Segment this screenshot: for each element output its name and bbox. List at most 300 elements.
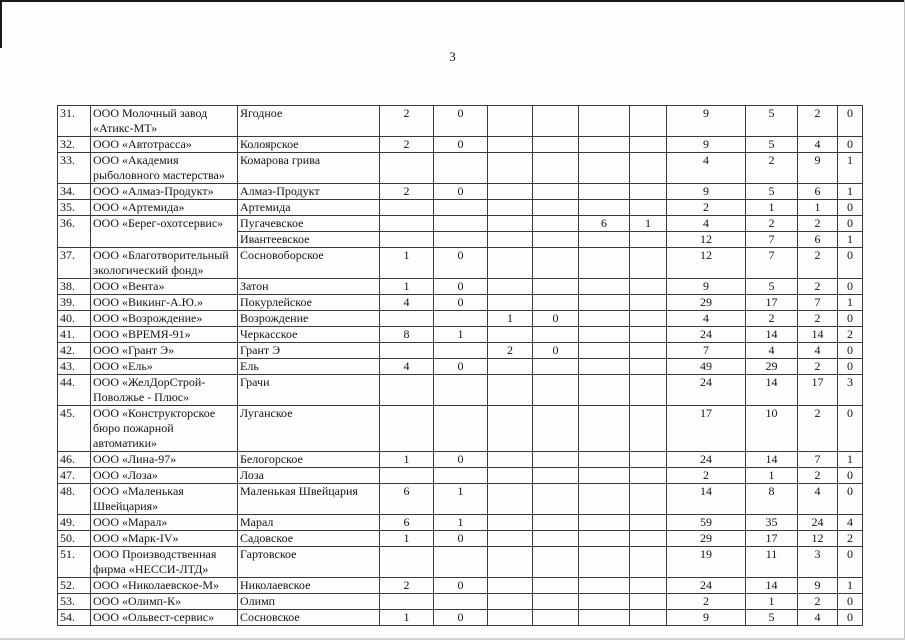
value-cell	[630, 343, 667, 359]
value-cell	[488, 153, 533, 184]
value-cell: 5	[746, 106, 798, 137]
location-cell: Возрождение	[238, 311, 380, 327]
company-name-cell: ООО «Возрождение»	[91, 311, 238, 327]
value-cell: 1	[798, 200, 838, 216]
value-cell: 0	[434, 137, 488, 153]
value-cell: 0	[533, 311, 579, 327]
value-cell: 4	[798, 343, 838, 359]
value-cell	[630, 295, 667, 311]
value-cell	[579, 484, 630, 515]
value-cell	[630, 327, 667, 343]
value-cell: 7	[746, 232, 798, 248]
value-cell: 1	[630, 216, 667, 232]
value-cell: 2	[380, 137, 434, 153]
value-cell: 3	[798, 547, 838, 578]
value-cell: 0	[838, 137, 863, 153]
row-number-cell: 43.	[58, 359, 91, 375]
location-cell: Сосновское	[238, 610, 380, 626]
value-cell: 1	[838, 295, 863, 311]
value-cell	[488, 452, 533, 468]
value-cell	[579, 248, 630, 279]
row-number-cell: 45.	[58, 406, 91, 452]
scan-edge-left	[0, 0, 2, 48]
company-name-cell: ООО «ЖелДорСтрой-Поволжье - Плюс»	[91, 375, 238, 406]
value-cell	[579, 327, 630, 343]
table-row	[58, 375, 863, 406]
value-cell: 9	[667, 184, 746, 200]
value-cell: 6	[380, 484, 434, 515]
value-cell: 49	[667, 359, 746, 375]
value-cell: 2	[488, 343, 533, 359]
value-cell	[488, 531, 533, 547]
value-cell	[380, 200, 434, 216]
value-cell	[630, 406, 667, 452]
value-cell	[380, 375, 434, 406]
location-cell: Ягодное	[238, 106, 380, 137]
value-cell	[579, 468, 630, 484]
table-row	[58, 248, 863, 279]
company-name-cell: ООО «Артемида»	[91, 200, 238, 216]
value-cell: 0	[838, 200, 863, 216]
value-cell: 6	[798, 232, 838, 248]
company-name-cell: ООО «ВРЕМЯ-91»	[91, 327, 238, 343]
value-cell	[630, 468, 667, 484]
value-cell	[630, 153, 667, 184]
value-cell	[533, 200, 579, 216]
value-cell	[488, 359, 533, 375]
value-cell	[533, 106, 579, 137]
value-cell: 29	[667, 295, 746, 311]
table-row	[58, 153, 863, 184]
value-cell: 0	[533, 343, 579, 359]
value-cell: 29	[667, 531, 746, 547]
value-cell: 4	[798, 610, 838, 626]
value-cell: 1	[380, 452, 434, 468]
table-row	[58, 106, 863, 137]
row-number-cell: 44.	[58, 375, 91, 406]
row-number-cell: 42.	[58, 343, 91, 359]
value-cell: 5	[746, 137, 798, 153]
value-cell: 24	[667, 578, 746, 594]
value-cell: 0	[434, 106, 488, 137]
value-cell: 0	[434, 295, 488, 311]
value-cell: 6	[579, 216, 630, 232]
value-cell	[630, 137, 667, 153]
location-cell: Садовское	[238, 531, 380, 547]
row-number-cell: 46.	[58, 452, 91, 468]
value-cell: 0	[838, 311, 863, 327]
value-cell: 0	[838, 106, 863, 137]
table-row	[58, 216, 863, 232]
table-row	[58, 452, 863, 468]
value-cell	[533, 452, 579, 468]
value-cell	[434, 153, 488, 184]
value-cell	[488, 137, 533, 153]
value-cell: 1	[746, 594, 798, 610]
value-cell: 14	[746, 375, 798, 406]
value-cell	[488, 200, 533, 216]
scan-edge-top	[0, 0, 905, 2]
value-cell: 0	[838, 484, 863, 515]
value-cell: 1	[380, 531, 434, 547]
value-cell	[630, 184, 667, 200]
value-cell	[630, 106, 667, 137]
location-cell: Гартовское	[238, 547, 380, 578]
value-cell	[579, 232, 630, 248]
table-row	[58, 578, 863, 594]
value-cell: 9	[667, 279, 746, 295]
value-cell: 14	[746, 578, 798, 594]
value-cell	[434, 547, 488, 578]
value-cell	[488, 375, 533, 406]
company-name-cell: ООО «Викинг-А.Ю.»	[91, 295, 238, 311]
value-cell	[488, 327, 533, 343]
value-cell: 1	[838, 578, 863, 594]
value-cell: 6	[798, 184, 838, 200]
value-cell: 9	[667, 610, 746, 626]
value-cell	[380, 153, 434, 184]
value-cell	[533, 153, 579, 184]
value-cell	[434, 468, 488, 484]
value-cell	[579, 375, 630, 406]
value-cell	[380, 311, 434, 327]
value-cell: 7	[667, 343, 746, 359]
row-number-cell: 54.	[58, 610, 91, 626]
row-number-cell: 34.	[58, 184, 91, 200]
row-number-cell: 33.	[58, 153, 91, 184]
value-cell	[630, 531, 667, 547]
company-name-cell: ООО Производственная фирма «НЕССИ-ЛТД»	[91, 547, 238, 578]
value-cell: 35	[746, 515, 798, 531]
row-number-cell: 47.	[58, 468, 91, 484]
value-cell	[380, 232, 434, 248]
value-cell: 5	[746, 279, 798, 295]
value-cell	[579, 200, 630, 216]
value-cell: 12	[798, 531, 838, 547]
value-cell: 29	[746, 359, 798, 375]
value-cell: 2	[380, 106, 434, 137]
value-cell: 1	[838, 184, 863, 200]
value-cell: 2	[798, 216, 838, 232]
row-number-cell: 40.	[58, 311, 91, 327]
value-cell: 2	[798, 594, 838, 610]
value-cell	[630, 279, 667, 295]
value-cell: 5	[746, 610, 798, 626]
value-cell: 0	[838, 610, 863, 626]
row-number-cell: 48.	[58, 484, 91, 515]
value-cell: 0	[838, 216, 863, 232]
location-cell: Марал	[238, 515, 380, 531]
company-name-cell: ООО «Вента»	[91, 279, 238, 295]
value-cell	[630, 311, 667, 327]
value-cell	[579, 343, 630, 359]
company-name-cell: ООО «Конструкторское бюро пожарной автоматики»	[91, 406, 238, 452]
value-cell: 0	[434, 610, 488, 626]
value-cell: 0	[434, 184, 488, 200]
value-cell: 2	[798, 106, 838, 137]
value-cell	[579, 406, 630, 452]
table-row	[58, 406, 863, 452]
value-cell: 1	[434, 515, 488, 531]
value-cell	[434, 216, 488, 232]
location-cell: Сосновоборское	[238, 248, 380, 279]
value-cell: 7	[798, 295, 838, 311]
value-cell: 10	[746, 406, 798, 452]
value-cell	[630, 515, 667, 531]
value-cell	[488, 547, 533, 578]
value-cell	[488, 232, 533, 248]
value-cell: 9	[798, 578, 838, 594]
company-name-cell: ООО «Марк-IV»	[91, 531, 238, 547]
value-cell: 0	[434, 279, 488, 295]
value-cell	[579, 359, 630, 375]
value-cell: 2	[798, 406, 838, 452]
company-name-cell: ООО «Николаевское-М»	[91, 578, 238, 594]
value-cell	[488, 216, 533, 232]
value-cell: 11	[746, 547, 798, 578]
table-row	[58, 468, 863, 484]
value-cell	[434, 375, 488, 406]
value-cell	[533, 531, 579, 547]
registry-table-body	[58, 106, 863, 626]
value-cell	[579, 184, 630, 200]
table-row	[58, 515, 863, 531]
value-cell: 7	[746, 248, 798, 279]
value-cell: 24	[667, 452, 746, 468]
registry-table	[57, 105, 863, 626]
value-cell: 9	[667, 137, 746, 153]
value-cell: 0	[838, 279, 863, 295]
value-cell: 8	[380, 327, 434, 343]
value-cell	[579, 452, 630, 468]
page-number: 3	[449, 49, 456, 64]
value-cell: 9	[667, 106, 746, 137]
value-cell: 1	[434, 484, 488, 515]
value-cell	[533, 406, 579, 452]
value-cell: 12	[667, 232, 746, 248]
value-cell	[533, 359, 579, 375]
value-cell: 0	[434, 452, 488, 468]
location-cell: Колоярское	[238, 137, 380, 153]
value-cell	[579, 578, 630, 594]
value-cell	[533, 375, 579, 406]
location-cell: Николаевское	[238, 578, 380, 594]
table-row	[58, 594, 863, 610]
value-cell: 17	[746, 295, 798, 311]
table-row	[58, 484, 863, 515]
value-cell	[533, 279, 579, 295]
value-cell: 0	[434, 578, 488, 594]
value-cell: 1	[380, 279, 434, 295]
value-cell: 3	[838, 375, 863, 406]
value-cell	[579, 610, 630, 626]
value-cell	[533, 327, 579, 343]
company-name-cell: ООО «Автотрасса»	[91, 137, 238, 153]
location-cell: Лоза	[238, 468, 380, 484]
location-cell: Черкасское	[238, 327, 380, 343]
value-cell	[533, 578, 579, 594]
value-cell	[488, 106, 533, 137]
value-cell	[579, 279, 630, 295]
value-cell: 2	[838, 327, 863, 343]
value-cell	[630, 375, 667, 406]
value-cell: 4	[380, 359, 434, 375]
value-cell	[533, 295, 579, 311]
value-cell: 6	[380, 515, 434, 531]
value-cell	[434, 311, 488, 327]
value-cell: 4	[838, 515, 863, 531]
value-cell	[380, 468, 434, 484]
value-cell	[533, 137, 579, 153]
location-cell: Затон	[238, 279, 380, 295]
table-row	[58, 327, 863, 343]
value-cell: 2	[380, 184, 434, 200]
value-cell: 0	[838, 359, 863, 375]
value-cell: 2	[667, 468, 746, 484]
value-cell: 0	[838, 468, 863, 484]
value-cell: 4	[798, 137, 838, 153]
value-cell	[488, 594, 533, 610]
company-name-cell: ООО «Грант Э»	[91, 343, 238, 359]
value-cell: 2	[746, 216, 798, 232]
table-row	[58, 359, 863, 375]
location-cell: Покурлейское	[238, 295, 380, 311]
value-cell	[533, 468, 579, 484]
row-number-cell: 49.	[58, 515, 91, 531]
row-number-cell: 53.	[58, 594, 91, 610]
value-cell: 17	[798, 375, 838, 406]
value-cell: 4	[667, 311, 746, 327]
value-cell	[630, 594, 667, 610]
value-cell	[533, 515, 579, 531]
value-cell: 1	[488, 311, 533, 327]
value-cell	[579, 153, 630, 184]
value-cell: 0	[838, 343, 863, 359]
value-cell: 4	[667, 153, 746, 184]
company-name-cell: ООО «Академия рыболовного мастерства»	[91, 153, 238, 184]
value-cell: 2	[667, 594, 746, 610]
value-cell: 2	[798, 468, 838, 484]
value-cell	[380, 216, 434, 232]
value-cell: 2	[798, 311, 838, 327]
value-cell	[488, 578, 533, 594]
value-cell	[434, 343, 488, 359]
value-cell	[488, 184, 533, 200]
company-name-cell: ООО «Ель»	[91, 359, 238, 375]
table-row	[58, 279, 863, 295]
location-cell: Олимп	[238, 594, 380, 610]
row-number-cell: 51.	[58, 547, 91, 578]
value-cell: 14	[667, 484, 746, 515]
value-cell	[434, 594, 488, 610]
value-cell	[533, 594, 579, 610]
company-name-cell: ООО «Благотворительный экологический фонд»	[91, 248, 238, 279]
value-cell	[533, 248, 579, 279]
table-row	[58, 610, 863, 626]
row-number-cell: 52.	[58, 578, 91, 594]
value-cell	[380, 547, 434, 578]
value-cell: 0	[838, 594, 863, 610]
table-row	[58, 311, 863, 327]
value-cell	[533, 184, 579, 200]
company-name-cell: ООО «Ольвест-сервис»	[91, 610, 238, 626]
value-cell: 0	[434, 359, 488, 375]
value-cell: 24	[798, 515, 838, 531]
table-row	[58, 200, 863, 216]
value-cell: 2	[798, 359, 838, 375]
value-cell: 19	[667, 547, 746, 578]
value-cell: 0	[838, 547, 863, 578]
company-name-cell: ООО «Алмаз-Продукт»	[91, 184, 238, 200]
value-cell: 0	[434, 531, 488, 547]
value-cell	[630, 248, 667, 279]
value-cell	[579, 531, 630, 547]
location-cell: Грачи	[238, 375, 380, 406]
value-cell: 7	[798, 452, 838, 468]
value-cell	[434, 232, 488, 248]
location-cell: Комарова грива	[238, 153, 380, 184]
row-number-cell: 31.	[58, 106, 91, 137]
row-number-cell: 38.	[58, 279, 91, 295]
value-cell: 12	[667, 248, 746, 279]
value-cell	[579, 137, 630, 153]
location-cell: Ель	[238, 359, 380, 375]
value-cell	[533, 484, 579, 515]
value-cell	[630, 547, 667, 578]
value-cell	[488, 468, 533, 484]
location-cell: Маленькая Швейцария	[238, 484, 380, 515]
value-cell: 2	[746, 153, 798, 184]
value-cell: 1	[838, 452, 863, 468]
value-cell	[488, 484, 533, 515]
value-cell: 14	[746, 452, 798, 468]
value-cell: 17	[746, 531, 798, 547]
row-number-cell: 32.	[58, 137, 91, 153]
table-row	[58, 547, 863, 578]
value-cell: 4	[667, 216, 746, 232]
value-cell: 0	[434, 248, 488, 279]
row-number-cell: 41.	[58, 327, 91, 343]
value-cell	[488, 406, 533, 452]
value-cell	[579, 515, 630, 531]
value-cell: 0	[838, 406, 863, 452]
location-cell: Ивантеевское	[238, 232, 380, 248]
company-name-cell: ООО «Марал»	[91, 515, 238, 531]
row-number-cell: 35.	[58, 200, 91, 216]
value-cell	[380, 406, 434, 452]
company-name-cell: ООО «Лина-97»	[91, 452, 238, 468]
row-number-cell: 50.	[58, 531, 91, 547]
location-cell: Алмаз-Продукт	[238, 184, 380, 200]
value-cell	[488, 295, 533, 311]
value-cell: 24	[667, 375, 746, 406]
value-cell: 1	[838, 153, 863, 184]
row-number-cell: 36.	[58, 216, 91, 248]
value-cell	[434, 200, 488, 216]
value-cell	[630, 452, 667, 468]
value-cell: 4	[746, 343, 798, 359]
value-cell: 14	[798, 327, 838, 343]
value-cell	[630, 200, 667, 216]
value-cell	[533, 216, 579, 232]
value-cell: 59	[667, 515, 746, 531]
value-cell: 2	[667, 200, 746, 216]
value-cell: 1	[434, 327, 488, 343]
value-cell: 8	[746, 484, 798, 515]
value-cell	[488, 610, 533, 626]
table-row	[58, 184, 863, 200]
value-cell	[579, 311, 630, 327]
